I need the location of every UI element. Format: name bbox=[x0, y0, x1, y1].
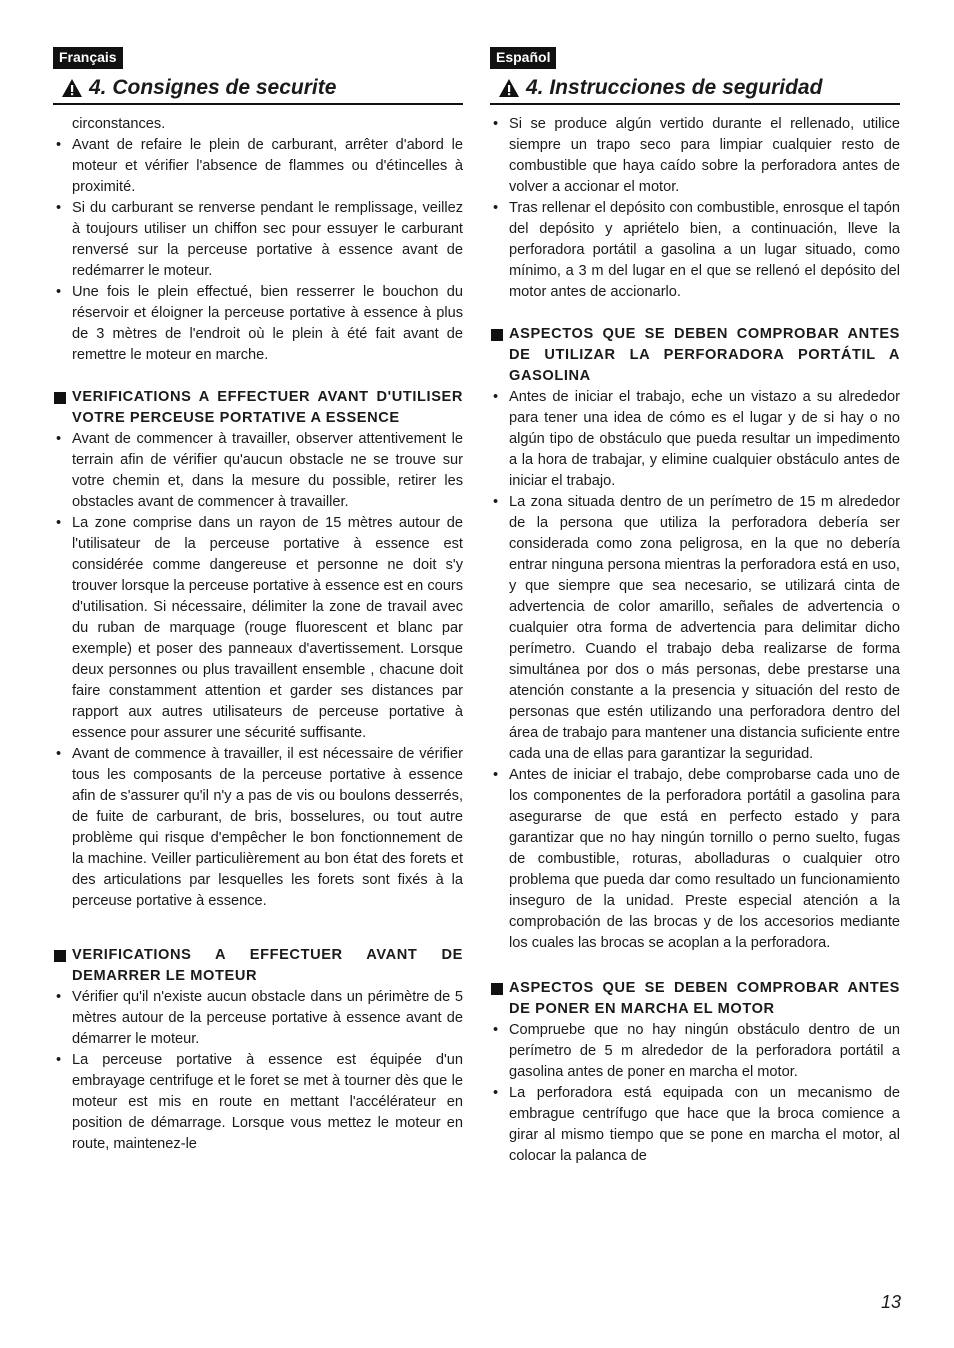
list-item: • Si du carburant se renverse pendant le remplissage, veillez à toujours utiliser un chiffon sec pour essuyer le carburant renversé sur la perceuse portative à essence avant de redémarrer le moteur. bbox=[56, 200, 463, 279]
square-bullet-icon bbox=[54, 392, 66, 404]
section-title: VERIFICATIONS A EFFECTUER AVANT D'UTILISER VOTRE PERCEUSE PORTATIVE A ESSENCE bbox=[53, 387, 463, 429]
bullet-list bbox=[53, 429, 463, 912]
list-item: • La perceuse portative à essence est équipée d'un embrayage centrifuge et le foret se met à tourner dès que le moteur est mis en route en mettant l'accélérateur en position de démarrage. Lorsque vous mettez le moteur en route, maintenez-le bbox=[56, 1052, 463, 1152]
square-bullet-icon bbox=[54, 950, 66, 962]
list-item: • Avant de refaire le plein de carburant, arrêter d'abord le moteur et vérifier l'absence de flammes ou d'étincelles à proximité. bbox=[56, 137, 463, 195]
language-tab-spanish: Español bbox=[490, 47, 556, 69]
section-title: VERIFICATIONS A EFFECTUER AVANT DE DEMARRER LE MOTEUR bbox=[53, 945, 463, 987]
section-verifications-avant-demarrage bbox=[53, 945, 463, 1155]
list-item: • Compruebe que no hay ningún obstáculo dentro de un perímetro de 5 m alrededor de la perforadora portátil a gasolina antes de poner en marcha el motor. bbox=[493, 1022, 900, 1080]
list-item: • Une fois le plein effectué, bien resserrer le bouchon du réservoir et éloigner la perceuse portative à essence à plus de 3 mètres de l'endroit où le plein à été fait avant de remettre le moteur en marche. bbox=[56, 284, 463, 363]
list-item: • Avant de commencer à travailler, observer attentivement le terrain afin de vérifier qu'aucun obstacle ne se trouve sur votre chemin et, dans la mesure du possible, retirer les obstacles avant de commencer à travailler. bbox=[56, 431, 463, 510]
list-item: • La zone comprise dans un rayon de 15 mètres autour de l'utilisateur de la perceuse portative à essence est considérée comme dangereuse et personne ne doit s'y trouver lorsque la perceuse portative à essence est en cours d'utilisation. Si nécessaire, délimiter la zone de travail avec du ruban de marquage (rouge fluorescent et blanc par exemple) et poser des panneaux d'avertissement. Lorsque deux personnes ou plus travaillent ensemble , chacune doit faire constamment attention et garder ses distances par rapport aux autres utilisateurs de perceuse portative à essence pour assurer une sécurité suffisante. bbox=[56, 515, 464, 741]
list-item: • Vérifier qu'il n'existe aucun obstacle dans un périmètre de 5 mètres autour de la perceuse portative à essence avant de démarrer le moteur. bbox=[56, 989, 463, 1047]
heading-title: 4. Instrucciones de seguridad bbox=[526, 76, 823, 99]
square-bullet-icon bbox=[491, 983, 503, 995]
page-number: 13 bbox=[880, 1292, 901, 1312]
section-aspectos-antes-utilizar bbox=[490, 324, 900, 954]
list-item: • La zona situada dentro de un perímetro de 15 m alrededor de la persona que utiliza la perforadora debería ser considerada como zona peligrosa, en la que no debería entrar ninguna persona mientras la perforadora está en uso, y que siempre que sea necesario, se utilizará cinta de advertencia de color amarillo, señales de advertencia o cualquier otra forma de advertencia para delimitar dicho perímetro. Cuando el trabajo deba realizarse de forma simultánea por dos o más personas, debe prestarse una atención constante a la presencia y situación del resto de personas que estén utilizando una perforadora dentro del área de trabajo para mantener una distancia suficiente entre cada una de ellas para garantizar la seguridad. bbox=[493, 494, 900, 762]
list-item: • Antes de iniciar el trabajo, eche un vistazo a su alrededor para tener una idea de cómo es el lugar y de si hay o no algún tipo de obstáculo que pueda resultar un impedimento a la hora de trabajar, y elimine cualquier obstáculo antes de iniciar el trabajo. bbox=[493, 389, 900, 489]
bullet-list bbox=[53, 135, 463, 366]
list-item: • Avant de commence à travailler, il est nécessaire de vérifier tous les composants de la perceuse portative à essence afin de s'assurer qu'il n'y a pas de vis ou boulons desserrés, de fuite de carburant, de bris, bosselures, ou tout autre problème qui risque d'empêcher le bon fonctionnement de la machine. Veiller particulièrement au bon état des forets et des articulations par lesquelles les forets sont fixés à la perceuse portative à essence. bbox=[56, 746, 463, 909]
list-item: • Antes de iniciar el trabajo, debe comprobarse cada uno de los componentes de la perforadora portátil a gasolina para asegurarse de que está en perfecto estado y para garantizar que no hay ningún tornillo o perno suelto, fugas de combustible, roturas, abolladuras o cualquier otro problema que pueda dar como resultado un funcionamiento inseguro de la unidad. Preste especial atención a la comprobación de las brocas y de los accesorios mediante los cuales las brocas se acoplan a la perforadora. bbox=[493, 767, 900, 951]
heading-title: 4. Consignes de securite bbox=[89, 76, 337, 99]
warning-icon bbox=[498, 78, 520, 98]
bullet-list bbox=[490, 114, 900, 303]
lead-text: circonstances. bbox=[72, 116, 166, 132]
list-item: • Si se produce algún vertido durante el rellenado, utilice siempre un trapo seco para limpiar cualquier resto de combustible que haya caído sobre la perforadora antes de volver a accionar el motor. bbox=[493, 116, 900, 195]
language-tab-french: Français bbox=[53, 47, 123, 69]
bullet-list bbox=[490, 387, 900, 954]
spanish-column bbox=[490, 47, 900, 1167]
warning-icon bbox=[61, 78, 83, 98]
list-item: • Tras rellenar el depósito con combustible, enrosque el tapón del depósito y apriételo bien, a continuación, lleve la perforadora portátil a gasolina a un lugar situado, como mínimo, a 3 m del lugar en el que se rellenó el depósito del motor antes de accionarlo. bbox=[493, 200, 900, 300]
section-heading-french bbox=[53, 75, 463, 105]
bullet-list bbox=[53, 987, 463, 1155]
section-aspectos-antes-arrancar bbox=[490, 978, 900, 1167]
square-bullet-icon bbox=[491, 329, 503, 341]
section-title: ASPECTOS QUE SE DEBEN COMPROBAR ANTES DE UTILIZAR LA PERFORADORA PORTÁTIL A GASOLINA bbox=[490, 324, 900, 387]
french-column bbox=[53, 47, 463, 1155]
bullet-list bbox=[490, 1020, 900, 1167]
section-heading-spanish bbox=[490, 75, 900, 105]
list-item: • La perforadora está equipada con un mecanismo de embrague centrífugo que hace que la broca comience a girar al mismo tiempo que se pone en marcha el motor, al colocar la palanca de bbox=[493, 1085, 900, 1164]
section-verifications-avant-utilisation bbox=[53, 387, 463, 912]
section-title: ASPECTOS QUE SE DEBEN COMPROBAR ANTES DE PONER EN MARCHA EL MOTOR bbox=[490, 978, 900, 1020]
